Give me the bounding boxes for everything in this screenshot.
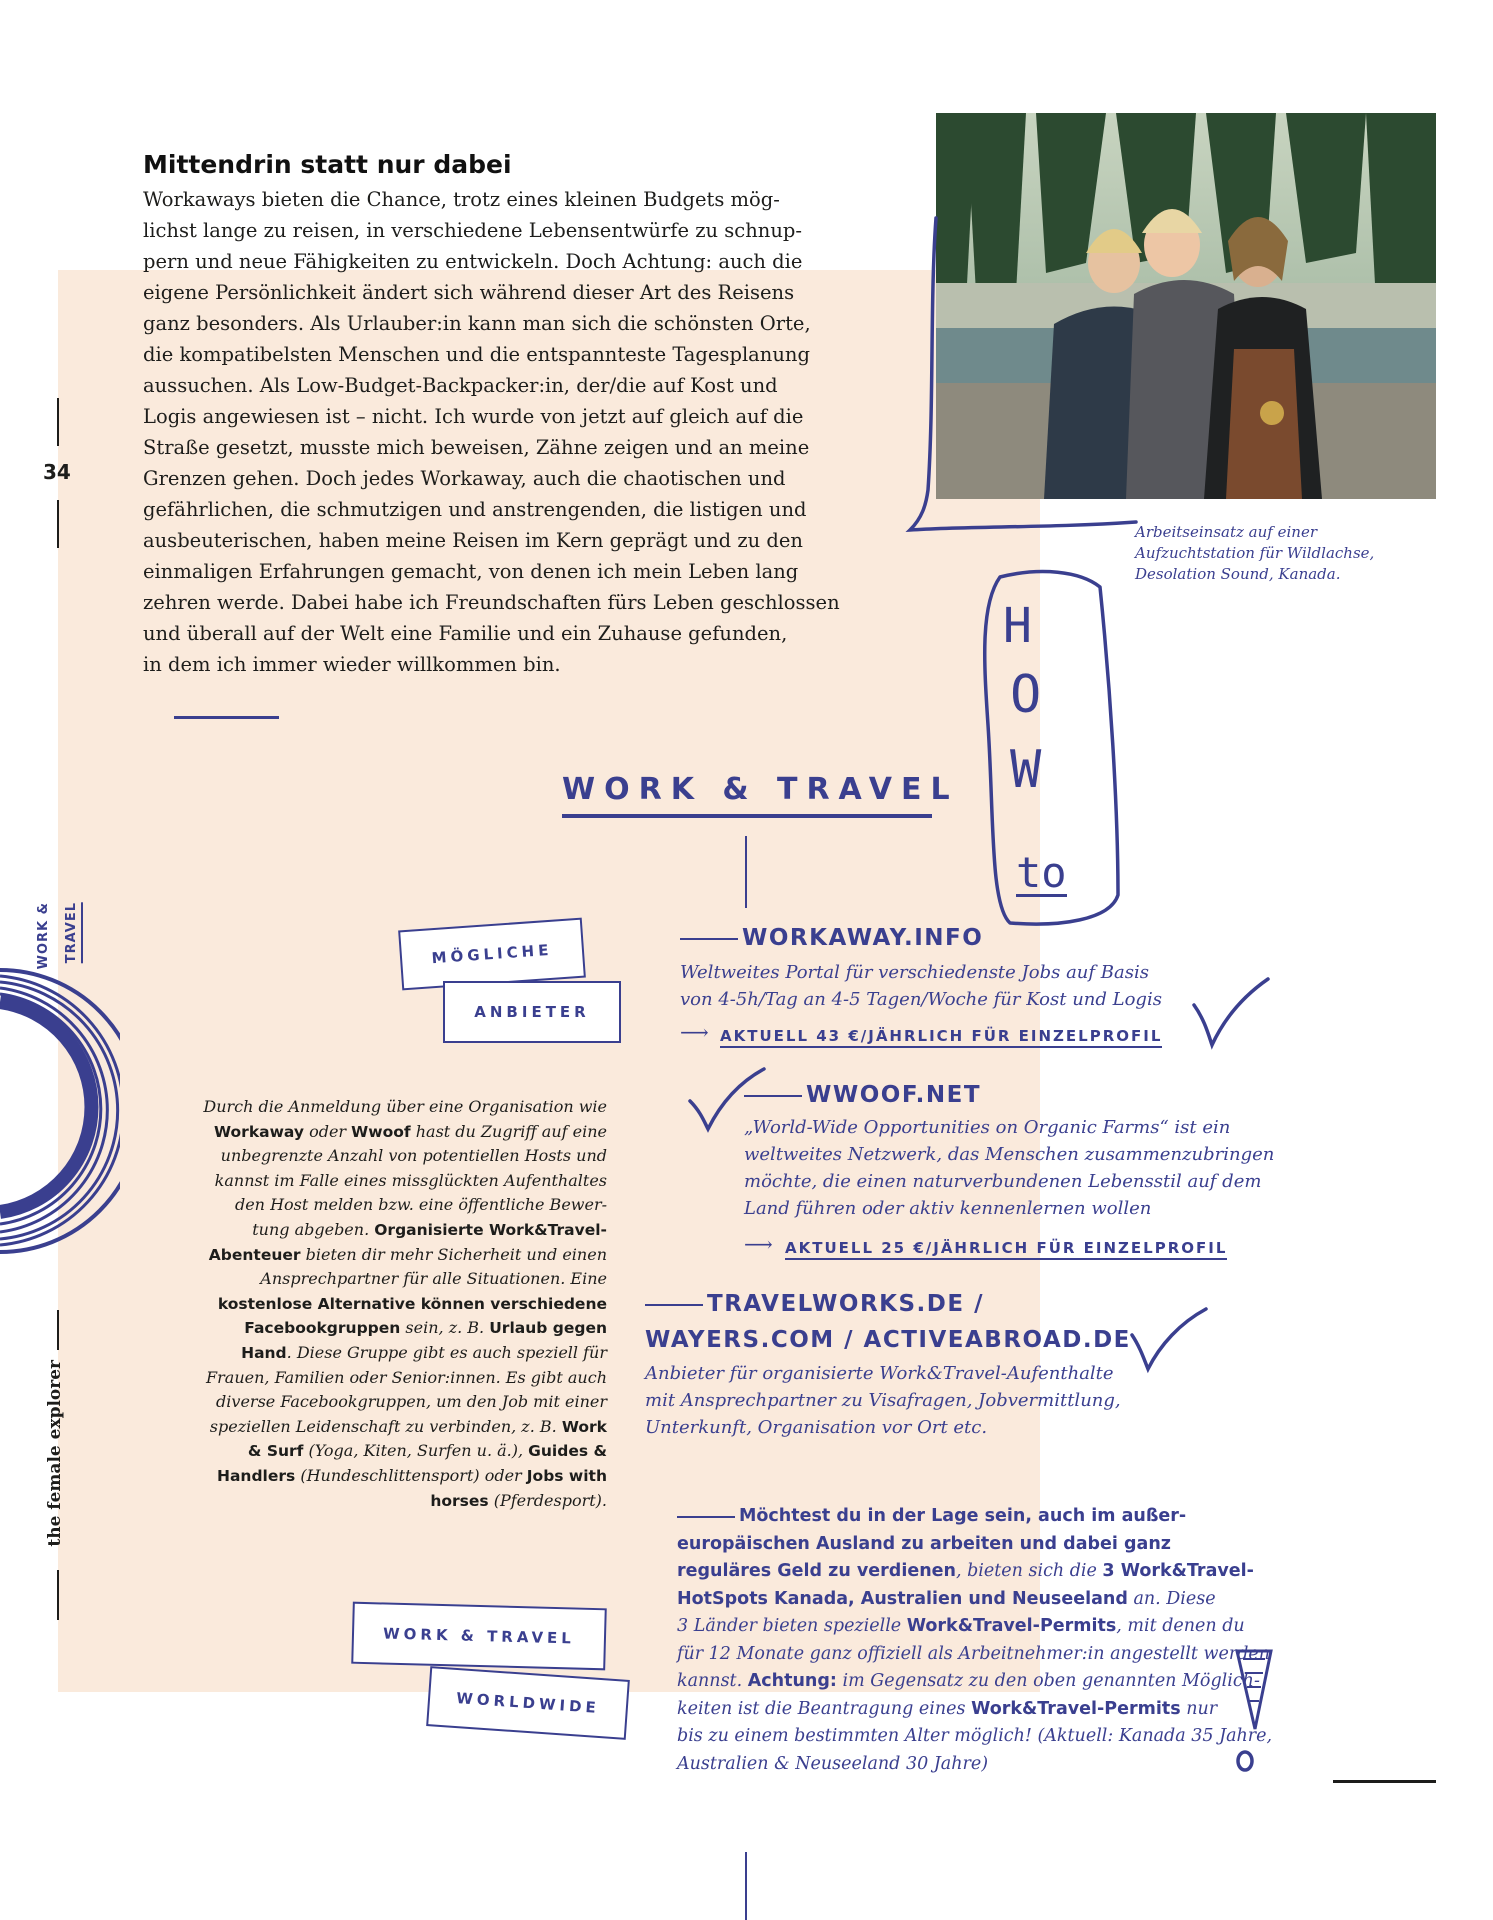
side-bold: Abenteuer	[208, 1245, 301, 1264]
bottom-text: , bieten sich die	[955, 1561, 1103, 1581]
article-line: eigene Persönlichkeit ändert sich während dieser Art des Reisens	[143, 281, 795, 304]
article-line: lichst lange zu reisen, in verschiedene Lebensentwürfe zu schnup-	[143, 219, 802, 242]
bottom-bold: reguläres Geld zu verdienen	[677, 1561, 956, 1581]
side-line	[214, 1120, 607, 1145]
side-bold: horses	[430, 1491, 489, 1510]
side-text: sein, z. B.	[400, 1318, 490, 1338]
left-margin-rule-middle	[57, 500, 59, 548]
wwoof-title	[744, 1082, 981, 1108]
bottom-text: Australien & Neuseeland 30 Jahre)	[677, 1754, 989, 1774]
stamp-work-travel: WORK & TRAVEL	[351, 1602, 607, 1671]
travelworks-dash	[645, 1304, 703, 1306]
wwoof-price: AKTUELL 25 €/JÄHRLICH FÜR EINZELPROFIL	[785, 1239, 1227, 1260]
article-line: Straße gesetzt, musste mich beweisen, Zähne zeigen und an meine	[143, 436, 810, 459]
wwoof-title-text: WWOOF.NET	[806, 1082, 982, 1108]
side-line	[235, 1193, 607, 1218]
work-travel-title: WORK & TRAVEL	[562, 772, 959, 807]
workaway-price-arrow: ⟶	[680, 1020, 709, 1044]
title-connector-line	[745, 836, 747, 908]
side-text: (Yoga, Kiten, Surfen u. ä.),	[303, 1441, 529, 1461]
travelworks-desc-line: Anbieter für organisierte Work&Travel-Aufenthalte	[645, 1363, 1114, 1384]
bottom-bold: Möchtest du in der Lage sein, auch im außer-	[739, 1506, 1187, 1526]
magazine-name: the female explorer	[45, 1360, 65, 1547]
side-bold: & Surf	[247, 1442, 304, 1461]
page-number: 34	[43, 460, 71, 484]
article-line: gefährlichen, die schmutzigen und anstrengenden, die listigen und	[143, 498, 807, 521]
side-bold: Handlers	[217, 1467, 296, 1485]
stamp-anbieter: ANBIETER	[443, 981, 621, 1043]
article-line: in dem ich immer wieder willkommen bin.	[143, 653, 561, 676]
article-line: zehren werde. Dabei habe ich Freundschaften fürs Leben geschlossen	[143, 591, 840, 614]
stamp-worldwide: WORLDWIDE	[426, 1666, 630, 1740]
side-line	[203, 1095, 607, 1120]
wwoof-price-arrow: ⟶	[744, 1232, 773, 1256]
side-line	[210, 1415, 607, 1440]
side-bold: Hand	[241, 1344, 287, 1362]
article-line: und überall auf der Welt eine Familie und ein Zuhause gefunden,	[143, 622, 788, 645]
side-line	[241, 1341, 607, 1366]
side-text: (Pferdesport).	[488, 1490, 607, 1510]
bottom-text: , mit denen du	[1116, 1616, 1245, 1636]
side-bold: Organisierte Work&Travel-	[374, 1221, 607, 1239]
article-end-rule	[174, 716, 279, 719]
wwoof-desc-line: möchte, die einen naturverbundenen Lebensstil auf dem	[744, 1171, 1262, 1192]
side-line	[252, 1218, 607, 1243]
howto-letter-o: O	[1010, 665, 1042, 725]
side-text: oder	[304, 1121, 352, 1141]
travelworks-desc-line: mit Ansprechpartner zu Visafragen, Jobvermittlung,	[645, 1390, 1121, 1411]
bottom-dash	[677, 1516, 735, 1518]
side-line	[209, 1243, 607, 1268]
workaway-desc-line: von 4-5h/Tag an 4-5 Tagen/Woche für Kost und Logis	[680, 989, 1162, 1010]
side-bold: Facebookgruppen	[244, 1319, 401, 1338]
bottom-right-rule	[1333, 1780, 1436, 1783]
hand-drawn-photo-frame	[900, 200, 1140, 540]
bottom-text: an. Diese	[1127, 1589, 1216, 1609]
bottom-bold: Work&Travel-Permits	[971, 1699, 1181, 1719]
side-text: Durch die Anmeldung über eine Organisation wie	[203, 1097, 607, 1116]
section-tag-travel: TRAVEL	[64, 902, 83, 963]
side-bold: Wwoof	[351, 1122, 411, 1141]
wwoof-desc-line: weltweites Netzwerk, das Menschen zusammenzubringen	[744, 1144, 1275, 1165]
bottom-line	[677, 1668, 1260, 1696]
bottom-center-line	[745, 1852, 747, 1920]
howto-letter-h: H	[1003, 598, 1032, 654]
side-text: . Diese Gruppe gibt es auch speziell für	[286, 1343, 607, 1362]
side-text: diverse Facebookgruppen, um den Job mit einer	[216, 1392, 607, 1412]
travelworks-title-text: TRAVELWORKS.DE /	[707, 1291, 984, 1317]
article-line: Logis angewiesen ist – nicht. Ich wurde von jetzt auf gleich auf die	[143, 405, 804, 428]
article-line: die kompatibelsten Menschen und die entspannteste Tagesplanung	[143, 343, 810, 366]
workaway-title-text: WORKAWAY.INFO	[742, 925, 984, 951]
howto-letter-w: W	[1010, 740, 1042, 800]
side-line	[430, 1489, 607, 1514]
side-text: speziellen Leidenschaft zu verbinden, z. B.	[209, 1416, 562, 1436]
article-line: pern und neue Fähigkeiten zu entwickeln. Doch Achtung: auch die	[143, 250, 803, 273]
bottom-line	[677, 1641, 1270, 1669]
bottom-text: bis zu einem bestimmten Alter möglich! (Aktuell: Kanada 35 Jahre,	[677, 1726, 1273, 1746]
article-line: Workaways bieten die Chance, trotz eines kleinen Budgets mög-	[143, 188, 780, 211]
side-text: (Hundeschlittensport) oder	[295, 1466, 527, 1485]
section-tag-work: WORK &	[36, 902, 51, 970]
bottom-text: 3 Länder bieten spezielle	[677, 1616, 907, 1636]
travelworks-title-line2: WAYERS.COM / ACTIVEABROAD.DE	[645, 1327, 1131, 1353]
side-line	[206, 1366, 607, 1391]
article-line: einmaligen Erfahrungen gemacht, von denen ich mein Leben lang	[143, 560, 799, 583]
workaway-desc-line: Weltweites Portal für verschiedenste Jobs auf Basis	[680, 962, 1149, 983]
bottom-bold: 3 Work&Travel-	[1102, 1561, 1254, 1581]
bottom-line	[677, 1613, 1245, 1641]
side-line	[221, 1144, 607, 1169]
side-line	[218, 1292, 607, 1317]
bottom-line	[677, 1531, 1171, 1559]
wwoof-desc-line: Land führen oder aktiv kennenlernen wollen	[744, 1198, 1152, 1219]
exclamation-mark-icon	[1225, 1645, 1285, 1775]
side-text: unbegrenzte Anzahl von potentiellen Hosts und	[220, 1146, 607, 1166]
bottom-line	[677, 1558, 1254, 1586]
photo-caption-line: Arbeitseinsatz auf einer	[1135, 523, 1317, 541]
left-margin-rule-lower	[57, 1310, 59, 1350]
bottom-bold: europäischen Ausland zu arbeiten und dabei ganz	[677, 1534, 1171, 1554]
travelworks-title-line1	[645, 1291, 984, 1317]
workaway-dash	[680, 938, 738, 940]
side-line	[244, 1316, 607, 1341]
bottom-bold: Achtung:	[747, 1671, 837, 1691]
left-margin-rule-bottom	[57, 1570, 59, 1620]
article-line: aussuchen. Als Low-Budget-Backpacker:in, der/die auf Kost und	[143, 374, 778, 397]
side-bold: Guides &	[528, 1442, 607, 1461]
side-text: tung abgeben.	[252, 1220, 375, 1239]
bottom-line	[677, 1696, 1217, 1724]
left-margin-rule-top	[57, 398, 59, 446]
bottom-line	[677, 1723, 1272, 1751]
side-text: hast du Zugriff auf eine	[410, 1121, 607, 1141]
side-text-block	[200, 1095, 607, 1535]
bottom-line	[677, 1751, 988, 1779]
howto-to: to	[1016, 848, 1067, 897]
article-line: ausbeuterischen, haben meine Reisen im Kern geprägt und zu den	[143, 529, 803, 552]
checkmark-workaway	[1190, 975, 1270, 1055]
article-line: Grenzen gehen. Doch jedes Workaway, auch die chaotischen und	[143, 467, 786, 490]
side-line	[216, 1390, 607, 1415]
bottom-text: nur	[1180, 1699, 1218, 1719]
side-line	[215, 1169, 607, 1194]
bottom-text: keiten ist die Beantragung eines	[677, 1699, 972, 1719]
workaway-price: AKTUELL 43 €/JÄHRLICH FÜR EINZELPROFIL	[720, 1027, 1162, 1048]
side-bold: Urlaub gegen	[489, 1319, 607, 1338]
photo-caption-line: Desolation Sound, Kanada.	[1135, 565, 1341, 583]
side-text: kannst im Falle eines missglückten Aufenthaltes	[214, 1170, 607, 1190]
article-heading: Mittendrin statt nur dabei	[143, 150, 512, 179]
bottom-text: für 12 Monate ganz offiziell als Arbeitnehmer:in angestellt werden	[677, 1644, 1271, 1664]
bottom-text: im Gegensatz zu den oben genannten Möglich-	[836, 1671, 1260, 1691]
side-bold: Workaway	[213, 1122, 304, 1141]
bottom-line	[677, 1503, 1186, 1531]
article-line: ganz besonders. Als Urlauber:in kann man sich die schönsten Orte,	[143, 312, 811, 335]
photo-caption-line: Aufzuchtstation für Wildlachse,	[1135, 544, 1375, 562]
travelworks-desc-line: Unterkunft, Organisation vor Ort etc.	[645, 1417, 988, 1438]
decorative-circle-arcs	[0, 960, 120, 1260]
side-line	[248, 1439, 607, 1464]
side-text: bieten dir mehr Sicherheit und einen	[300, 1244, 607, 1264]
side-text: Frauen, Familien oder Senior:innen. Es gibt auch	[206, 1367, 607, 1387]
side-text: Ansprechpartner für alle Situationen. Eine	[260, 1269, 607, 1289]
side-text: den Host melden bzw. eine öffentliche Bewer-	[234, 1195, 607, 1215]
side-bold: Work	[561, 1417, 607, 1436]
side-line	[217, 1464, 607, 1489]
bottom-line	[677, 1586, 1216, 1614]
wwoof-desc-line: „World-Wide Opportunities on Organic Farms“ ist ein	[744, 1117, 1231, 1138]
stamp-moegliche: MÖGLICHE	[398, 918, 586, 991]
bottom-bold: HotSpots Kanada, Australien und Neuseeland	[677, 1589, 1128, 1609]
bottom-bold: Work&Travel-Permits	[906, 1616, 1117, 1636]
side-bold: kostenlose Alternative können verschiedene	[217, 1294, 607, 1313]
wwoof-dash	[744, 1095, 802, 1097]
side-bold: Jobs with	[526, 1467, 607, 1485]
work-travel-title-underline	[562, 814, 932, 818]
bottom-text: kannst.	[677, 1671, 748, 1691]
workaway-title	[680, 925, 983, 951]
checkmark-travelworks	[1128, 1305, 1208, 1375]
side-line	[260, 1267, 607, 1292]
